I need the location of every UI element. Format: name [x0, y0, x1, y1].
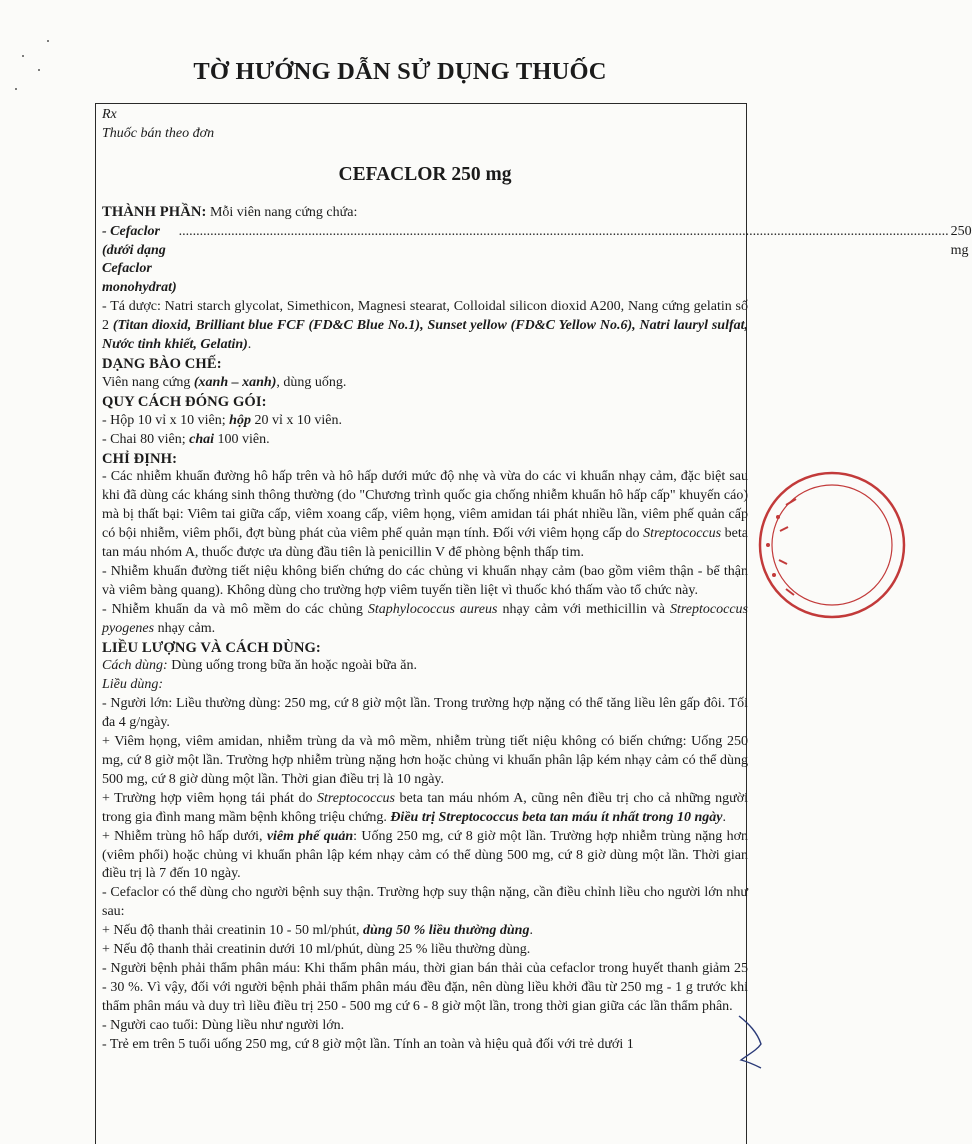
handwritten-mark: [735, 1010, 765, 1070]
product-name: CEFACLOR 250 mg: [338, 163, 512, 185]
dosage-paragraph: - Người bệnh phải thẩm phân máu: Khi thẩm phân máu, thời gian bán thải của cefaclor trong huyết thanh giảm 25 - 30 %. Vì vậy, đối với người bệnh phải thẩm phân máu đều đặn, nên dùng liều khởi đầu từ 250 mg - 1 g trước khi thẩm phân máu và duy trì liều điều trị 250 - 500 mg cứ 6 - 8 giờ một lần, trong thời gian giữa các lần thẩm phân.: [102, 960, 748, 1014]
section-heading-indications: CHỈ ĐỊNH:: [102, 450, 178, 467]
dosage-paragraph: + Trường hợp viêm họng tái phát do Streptococcus beta tan máu nhóm A, cũng nên điều trị cho cả những người trong gia đình mang mầm bệnh không triệu chứng. Điều trị Streptococcus beta tan máu ít nhất trong 10 ngày.: [102, 790, 748, 825]
dot-leader: ............................................................................................................................................................................................................................: [178, 223, 949, 239]
stamp-star-mark: [766, 543, 770, 547]
section-heading-packaging: QUY CÁCH ĐÓNG GÓI:: [102, 393, 267, 410]
rx-label: Rx: [102, 107, 117, 122]
excipients: - Tá dược: Natri starch glycolat, Simethicon, Magnesi stearat, Colloidal silicon dioxid A200, Nang cứng gelatin số 2 (Titan dioxid, Brilliant blue FCF (FD&C Blue No.1), Sunset yellow (FD&C Yellow No.6), Natri lauryl sulfat, Nước tinh khiết, Gelatin).: [102, 299, 749, 353]
dosage-paragraph: + Nhiễm trùng hô hấp dưới, viêm phế quản: Uống 250 mg, cứ 8 giờ một lần. Trường hợp nhiễm trùng nặng hơn (viêm phổi) hoặc chủng vi khuẩn phân lập kém nhạy cảm có thể dùng 500 mg, cứ 8 giờ dùng một lần. Thời gian điều trị là 7 đến 10 ngày.: [102, 828, 748, 882]
indication-paragraph: - Nhiễm khuẩn da và mô mềm do các chủng Staphylococcus aureus nhạy cảm với methicillin và Streptococcus pyogenes nhạy cảm.: [102, 601, 748, 636]
stamp-lettering-mark: [780, 527, 788, 531]
dosage-paragraph: - Người lớn: Liều thường dùng: 250 mg, cứ 8 giờ một lần. Trong trường hợp nặng có thể tăng liều lên gấp đôi. Tối đa 4 g/ngày.: [102, 696, 748, 731]
active-ingredient-line: [102, 223, 972, 299]
scan-speck: [22, 55, 24, 57]
dosage-paragraph: + Viêm họng, viêm amidan, nhiễm trùng da và mô mềm, nhiễm trùng tiết niệu không có biến chứng: Uống 250 mg, cứ 8 giờ một lần. Trường hợp nhiễm trùng nặng hơn hoặc chủng vi khuẩn phân lập kém nhạy cảm có thể dùng 500 mg, cứ 8 giờ dùng một lần. Thời gian điều trị là 10 ngày.: [102, 734, 748, 787]
dosage-paragraph: + Nếu độ thanh thải creatinin 10 - 50 ml/phút, dùng 50 % liều thường dùng.: [102, 923, 533, 939]
dosage-label: Liều dùng:: [102, 677, 164, 693]
dosage-method: Cách dùng: Dùng uống trong bữa ăn hoặc ngoài bữa ăn.: [102, 658, 417, 674]
document-body: [102, 106, 972, 1055]
section-heading-dosage-form: DẠNG BÀO CHẾ:: [102, 355, 222, 372]
dosage-paragraph: + Nếu độ thanh thải creatinin dưới 10 ml/phút, dùng 25 % liều thường dùng.: [102, 942, 531, 958]
scan-speck: [15, 88, 17, 90]
dosage-form-text: Viên nang cứng (xanh – xanh), dùng uống.: [102, 374, 347, 390]
section-heading-composition: THÀNH PHẦN:: [102, 203, 207, 220]
indication-paragraph: - Các nhiễm khuẩn đường hô hấp trên và hô hấp dưới mức độ nhẹ và vừa do các vi khuẩn nhạy cảm, đặc biệt sau khi đã dùng các kháng sinh thông thường (do "Chương trình quốc gia chống nhiễm khuẩn hô hấp cấp" khuyến cáo) mà bị thất bại: Viêm tai giữa cấp, viêm xoang cấp, viêm họng, viêm amidan tái phát nhiều lần, viêm phế quản cấp có bội nhiễm, viêm phổi, đợt bùng phát của viêm phế quản mạn tính. Đối với viêm họng cấp do Streptococcus beta tan máu nhóm A, thuốc được ưa dùng đầu tiên là penicillin V để phòng bệnh thấp tim.: [102, 469, 748, 561]
indication-paragraph: - Nhiễm khuẩn đường tiết niệu không biến chứng do các chủng vi khuẩn nhạy cảm (bao gồm viêm thận - bể thận và viêm bàng quang). Không dùng cho trường hợp viêm tuyến tiền liệt vì thuốc khó thấm vào tổ chức này.: [102, 563, 748, 598]
stamp-star-mark: [772, 573, 776, 577]
stamp-lettering-mark: [779, 560, 787, 564]
dosage-paragraph: - Cefaclor có thể dùng cho người bệnh suy thận. Trường hợp suy thận nặng, cần điều chỉnh liều cho người lớn như sau:: [102, 885, 748, 920]
packaging-line: - Hộp 10 vỉ x 10 viên; hộp 20 vỉ x 10 viên.: [102, 412, 342, 428]
dosage-paragraph: - Trẻ em trên 5 tuổi uống 250 mg, cứ 8 giờ một lần. Tính an toàn và hiệu quả đối với trẻ dưới 1: [102, 1036, 634, 1052]
stamp-lettering-mark: [786, 499, 796, 505]
official-stamp: [752, 465, 862, 625]
section-heading-dosage: LIỀU LƯỢNG VÀ CÁCH DÙNG:: [102, 639, 321, 656]
scan-speck: [47, 40, 49, 42]
page-title: TỜ HƯỚNG DẪN SỬ DỤNG THUỐC: [193, 58, 607, 85]
stamp-outer-ring: [760, 473, 904, 617]
dosage-paragraph: - Người cao tuổi: Dùng liều như người lớn.: [102, 1017, 345, 1033]
stamp-star-mark: [776, 515, 780, 519]
packaging-line: - Chai 80 viên; chai 100 viên.: [102, 431, 270, 447]
composition-intro: THÀNH PHẦN: Mỗi viên nang cứng chứa:: [102, 203, 358, 220]
active-dose: 250 mg: [950, 223, 972, 258]
rx-note: Thuốc bán theo đơn: [102, 125, 215, 141]
active-ingredient: - Cefaclor (dưới dạng Cefaclor monohydrat): [102, 223, 177, 296]
